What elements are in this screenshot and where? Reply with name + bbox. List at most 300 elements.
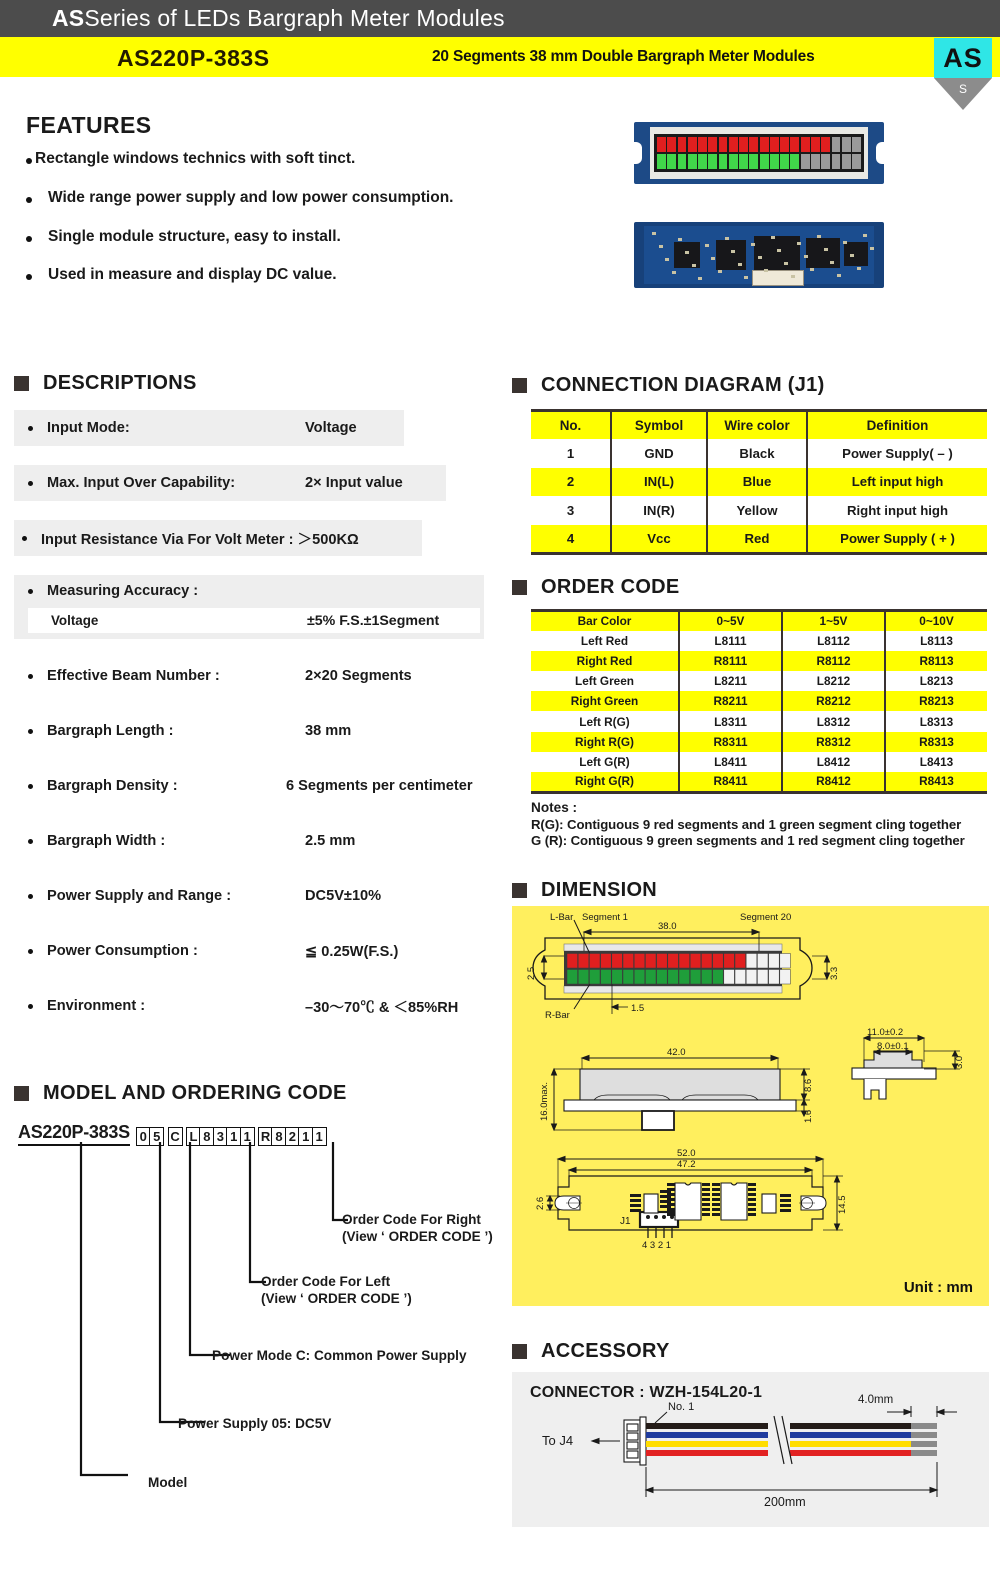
connection-title: CONNECTION DIAGRAM (J1) bbox=[541, 374, 825, 396]
description-value: 38 mm bbox=[305, 723, 352, 739]
pcb-pad bbox=[777, 249, 781, 252]
photo-front-notch-left bbox=[634, 142, 642, 164]
features-list bbox=[26, 150, 566, 305]
note-line: G (R): Contiguous 9 green segments and 1 red segment cling together bbox=[531, 833, 965, 848]
as-logo-badge bbox=[934, 38, 992, 78]
accessory-connector-label: CONNECTOR : WZH-154L20-1 bbox=[530, 1384, 763, 1401]
callout-model: Model bbox=[148, 1475, 188, 1490]
led-segment bbox=[832, 154, 841, 169]
dimension-led-segment bbox=[634, 954, 645, 969]
dim-label-2-5: 2.5 bbox=[526, 966, 537, 980]
led-segment bbox=[657, 154, 666, 169]
callout-order-code-left bbox=[261, 1274, 412, 1308]
cell-symbol: IN(L) bbox=[611, 468, 707, 497]
cell-code: L8211 bbox=[679, 671, 782, 691]
cell-symbol: IN(R) bbox=[611, 496, 707, 525]
led-segment bbox=[719, 154, 728, 169]
led-segment bbox=[749, 137, 758, 152]
callout-power-mode: Power Mode C: Common Power Supply bbox=[212, 1348, 467, 1363]
dimension-led-segment bbox=[578, 970, 589, 985]
description-value: 2×20 Segments bbox=[305, 668, 412, 684]
led-segment bbox=[842, 137, 851, 152]
led-segment bbox=[832, 137, 841, 152]
cell-code: L8313 bbox=[885, 711, 987, 731]
pcb-pad bbox=[725, 237, 729, 240]
description-row bbox=[14, 713, 454, 749]
pcb-pad bbox=[764, 269, 768, 272]
section-square-icon bbox=[14, 376, 29, 391]
dimension-led-segment bbox=[589, 970, 600, 985]
ordering-code-char: 8 bbox=[271, 1127, 286, 1146]
description-key: Input Mode: bbox=[47, 420, 130, 436]
ordering-group-power-supply bbox=[136, 1127, 163, 1146]
descriptions-title: DESCRIPTIONS bbox=[43, 372, 197, 394]
dimension-led-segment bbox=[735, 970, 746, 985]
led-segment bbox=[667, 154, 676, 169]
cell-code: L8212 bbox=[782, 671, 885, 691]
section-square-icon bbox=[512, 1344, 527, 1359]
accessory-label-to-j4: To J4 bbox=[542, 1433, 574, 1448]
led-segment bbox=[821, 137, 830, 152]
section-square-icon bbox=[512, 883, 527, 898]
bullet-icon bbox=[28, 589, 33, 594]
dimension-led-segment bbox=[713, 970, 724, 985]
led-segment bbox=[801, 137, 810, 152]
dim-label-16max: 16.0max. bbox=[539, 1081, 550, 1121]
pcb-pad bbox=[824, 248, 828, 251]
dimension-drawing bbox=[512, 906, 989, 1306]
connection-table bbox=[531, 409, 987, 555]
dimension-led-segment bbox=[713, 954, 724, 969]
dim-label-1-5: 1.5 bbox=[631, 1003, 645, 1014]
cell-no: 2 bbox=[531, 468, 611, 497]
photo-front-led-window bbox=[654, 134, 864, 172]
cell-code: L8112 bbox=[782, 631, 885, 651]
pcb-pad bbox=[843, 241, 847, 244]
accuracy-sub-row bbox=[28, 608, 480, 633]
pcb-pad bbox=[850, 254, 854, 257]
callout-order-code-right bbox=[342, 1212, 493, 1246]
description-row bbox=[14, 410, 404, 446]
pcb-pad bbox=[830, 261, 834, 264]
feature-text: Single module structure, easy to install. bbox=[48, 227, 341, 245]
pcb-pad bbox=[817, 235, 821, 238]
ordering-code-string bbox=[18, 1122, 325, 1146]
accessory-label-no1: No. 1 bbox=[668, 1401, 695, 1413]
cell-code: R8313 bbox=[885, 732, 987, 752]
feature-text: Used in measure and display DC value. bbox=[48, 266, 337, 284]
led-segment bbox=[852, 154, 861, 169]
led-segment bbox=[657, 137, 666, 152]
ordering-code-char: C bbox=[168, 1127, 183, 1146]
description-key: Power Supply and Range : bbox=[47, 888, 232, 904]
cell-symbol: GND bbox=[611, 439, 707, 468]
dim-label-l-bar: L-Bar bbox=[550, 912, 574, 923]
led-segment bbox=[801, 154, 810, 169]
ordering-code-char: 1 bbox=[226, 1127, 241, 1146]
cell-code: R8112 bbox=[782, 651, 885, 671]
feature-item bbox=[26, 150, 566, 168]
table-row bbox=[531, 468, 987, 497]
col-no: No. bbox=[531, 411, 611, 440]
led-segment bbox=[821, 154, 830, 169]
cell-bar-color: Right G(R) bbox=[531, 772, 679, 792]
led-segment bbox=[811, 137, 820, 152]
product-photo-front bbox=[634, 122, 884, 184]
description-row bbox=[14, 768, 484, 804]
led-segment bbox=[678, 154, 687, 169]
pcb-pad bbox=[804, 255, 808, 258]
section-square-icon bbox=[14, 1086, 29, 1101]
cell-bar-color: Left G(R) bbox=[579, 754, 630, 769]
led-segment bbox=[790, 137, 799, 152]
cell-bar-color: Right Red bbox=[531, 651, 679, 671]
dim-label-j1: J1 bbox=[620, 1216, 631, 1227]
ordering-code-char: 0 bbox=[136, 1127, 151, 1146]
led-segment bbox=[749, 154, 758, 169]
led-segment bbox=[842, 154, 851, 169]
table-row bbox=[531, 752, 987, 772]
dimension-led-segment bbox=[701, 970, 712, 985]
led-segment bbox=[729, 137, 738, 152]
dimension-led-segment bbox=[757, 954, 768, 969]
description-key: Max. Input Over Capability: bbox=[47, 475, 236, 491]
table-row bbox=[531, 525, 987, 554]
dimension-title: DIMENSION bbox=[541, 879, 658, 901]
dimension-unit-label: Unit : mm bbox=[903, 1279, 973, 1296]
dim-label-1-6: 1.6 bbox=[803, 1109, 814, 1123]
ordering-code-char: R bbox=[258, 1127, 273, 1146]
col-range-0-10v: 0~10V bbox=[885, 611, 987, 631]
dimension-led-segment bbox=[623, 954, 634, 969]
dim-label-r-bar: R-Bar bbox=[545, 1010, 570, 1021]
cell-bar-color: Right Green bbox=[531, 691, 679, 711]
pcb-pad bbox=[863, 234, 867, 237]
bullet-icon bbox=[28, 1004, 33, 1009]
dimension-heading bbox=[512, 879, 657, 902]
led-segment bbox=[708, 137, 717, 152]
led-segment bbox=[708, 154, 717, 169]
col-bar-color: Bar Color bbox=[531, 611, 679, 631]
led-segment bbox=[719, 137, 728, 152]
ordering-code-char: 1 bbox=[298, 1127, 313, 1146]
description-value: ≦ 0.25W(F.S.) bbox=[305, 943, 399, 960]
dimension-led-segment bbox=[612, 970, 623, 985]
dimension-led-segment bbox=[757, 970, 768, 985]
description-row bbox=[14, 878, 454, 914]
col-range-0-5v: 0~5V bbox=[679, 611, 782, 631]
cell-no: 1 bbox=[566, 445, 575, 461]
dimension-panel bbox=[512, 906, 989, 1306]
cell-definition: Power Supply( – ) bbox=[807, 439, 987, 468]
dimension-led-segment bbox=[690, 954, 701, 969]
description-key: Environment : bbox=[47, 998, 146, 1014]
bullet-icon bbox=[28, 674, 33, 679]
dimension-led-segment bbox=[668, 970, 679, 985]
pcb-pad bbox=[744, 276, 748, 279]
led-segment bbox=[760, 154, 769, 169]
dimension-led-segment bbox=[567, 970, 578, 985]
description-row bbox=[14, 823, 454, 859]
pcb-pad bbox=[791, 275, 795, 278]
callout-power-supply: Power Supply 05: DC5V bbox=[178, 1416, 332, 1431]
dimension-led-segment bbox=[769, 954, 780, 969]
cell-no: 3 bbox=[566, 502, 575, 518]
led-segment bbox=[760, 137, 769, 152]
dimension-led-segment bbox=[668, 954, 679, 969]
feature-item bbox=[26, 266, 566, 284]
led-segment bbox=[780, 154, 789, 169]
dim-label-42: 42.0 bbox=[667, 1047, 686, 1058]
ordering-code-char: 2 bbox=[285, 1127, 300, 1146]
cell-code: R8213 bbox=[885, 691, 987, 711]
notes-title: Notes : bbox=[531, 800, 578, 815]
description-value: 2.5 mm bbox=[305, 833, 356, 849]
descriptions-list bbox=[14, 410, 494, 1043]
table-row bbox=[531, 631, 987, 651]
dim-label-11: 11.0±0.2 bbox=[867, 1027, 904, 1038]
feature-text: Wide range power supply and low power consumption. bbox=[48, 188, 454, 206]
cell-code: R8311 bbox=[679, 732, 782, 752]
description-key: Effective Beam Number : bbox=[47, 668, 220, 684]
bullet-icon bbox=[26, 158, 32, 164]
description-value: –30～70℃ & ＜85%RH bbox=[305, 999, 459, 1016]
pcb-pad bbox=[705, 244, 709, 247]
pcb-pad bbox=[711, 257, 715, 260]
cell-wire-color: Black bbox=[707, 439, 807, 468]
cell-wire-color: Blue bbox=[707, 468, 807, 497]
description-value: DC5V±10% bbox=[305, 888, 382, 904]
ordering-group-left-code bbox=[186, 1127, 253, 1146]
cell-definition: Left input high bbox=[807, 468, 987, 497]
dimension-led-segment bbox=[645, 970, 656, 985]
led-segment bbox=[698, 137, 707, 152]
led-row-red bbox=[657, 137, 861, 152]
cell-code: L8213 bbox=[885, 671, 987, 691]
table-row bbox=[531, 732, 987, 752]
led-segment bbox=[688, 137, 697, 152]
pcb-pad bbox=[870, 247, 874, 250]
table-row bbox=[531, 711, 987, 731]
ordering-code-char: 1 bbox=[312, 1127, 327, 1146]
ordering-group-right-code bbox=[258, 1127, 325, 1146]
accessory-drawing bbox=[512, 1372, 989, 1527]
order-code-heading bbox=[512, 576, 680, 599]
led-segment bbox=[739, 137, 748, 152]
cell-code: L8412 bbox=[782, 752, 885, 772]
dimension-led-segment bbox=[690, 970, 701, 985]
model-ordering-heading bbox=[14, 1082, 347, 1105]
product-photo-back bbox=[634, 222, 884, 288]
header-subtitle: 20 Segments 38 mm Double Bargraph Meter Modules bbox=[432, 48, 815, 65]
cell-code: R8411 bbox=[679, 772, 782, 792]
dimension-led-segment bbox=[701, 954, 712, 969]
cell-bar-color: Right R(G) bbox=[531, 732, 679, 752]
led-segment bbox=[698, 154, 707, 169]
led-segment bbox=[770, 137, 779, 152]
pcb-chip bbox=[844, 242, 868, 266]
description-row bbox=[14, 465, 446, 501]
ordering-code-char: 1 bbox=[240, 1127, 255, 1146]
order-code-title: ORDER CODE bbox=[541, 576, 680, 598]
accessory-heading bbox=[512, 1340, 670, 1363]
cell-bar-color: Left R(G) bbox=[579, 714, 630, 729]
led-segment bbox=[729, 154, 738, 169]
feature-item bbox=[26, 189, 566, 207]
dimension-led-segment bbox=[780, 954, 791, 969]
dimension-led-segment bbox=[623, 970, 634, 985]
accessory-title: ACCESSORY bbox=[541, 1340, 670, 1362]
dimension-led-segment bbox=[735, 954, 746, 969]
dim-label-segment-20: Segment 20 bbox=[740, 912, 792, 923]
cell-code: R8212 bbox=[782, 691, 885, 711]
cell-code: L8411 bbox=[679, 752, 782, 772]
led-segment bbox=[667, 137, 676, 152]
accuracy-key: Measuring Accuracy : bbox=[47, 583, 199, 599]
bullet-icon bbox=[28, 729, 33, 734]
section-square-icon bbox=[512, 580, 527, 595]
table-header-row bbox=[531, 411, 987, 440]
dim-label-3-3: 3.3 bbox=[829, 966, 840, 980]
cell-code: R8412 bbox=[782, 772, 885, 792]
dimension-led-segment bbox=[679, 954, 690, 969]
dim-label-47-2: 47.2 bbox=[677, 1159, 696, 1170]
dim-label-3-0: 3.0 bbox=[954, 1055, 965, 1069]
pcb-pad bbox=[685, 251, 689, 254]
pcb-pad bbox=[672, 271, 676, 274]
photo-back-connector bbox=[752, 270, 804, 286]
description-key: Bargraph Length : bbox=[47, 723, 174, 739]
bullet-icon bbox=[28, 839, 33, 844]
header-top-bar bbox=[0, 0, 1000, 37]
col-definition: Definition bbox=[807, 411, 987, 440]
dim-label-pins: 4 3 2 1 bbox=[642, 1240, 672, 1251]
pcb-chip bbox=[754, 236, 800, 270]
dim-label-2-6: 2.6 bbox=[535, 1196, 546, 1210]
dim-label-segment-1: Segment 1 bbox=[582, 912, 628, 923]
bullet-icon bbox=[28, 784, 33, 789]
led-segment bbox=[780, 137, 789, 152]
pcb-pad bbox=[718, 270, 722, 273]
pcb-pad bbox=[758, 256, 762, 259]
col-wire-color: Wire color bbox=[707, 411, 807, 440]
dim-label-38: 38.0 bbox=[658, 921, 677, 932]
header-series-title bbox=[52, 5, 505, 32]
bullet-icon bbox=[22, 536, 27, 541]
description-key: Bargraph Density : bbox=[47, 778, 178, 794]
pcb-pad bbox=[678, 238, 682, 241]
feature-item bbox=[26, 228, 566, 246]
callout-line-1: Order Code For Left bbox=[261, 1274, 391, 1289]
table-row bbox=[531, 439, 987, 468]
header-brand: AS bbox=[52, 5, 85, 31]
accuracy-sub-value: ±5% F.S.±1Segment bbox=[307, 612, 440, 629]
pcb-pad bbox=[837, 274, 841, 277]
pcb-pad bbox=[731, 250, 735, 253]
callout-line-2: (View ‘ ORDER CODE ’) bbox=[261, 1290, 412, 1306]
pcb-pad bbox=[810, 268, 814, 271]
description-value: Voltage bbox=[305, 420, 357, 436]
accuracy-sub-key: Voltage bbox=[51, 613, 99, 628]
dimension-led-segment bbox=[780, 970, 791, 985]
cell-definition: Power Supply ( + ) bbox=[807, 525, 987, 554]
as-logo-subtext: S bbox=[958, 82, 967, 96]
dimension-led-segment bbox=[657, 970, 668, 985]
dimension-led-segment bbox=[567, 954, 578, 969]
description-row bbox=[14, 988, 484, 1024]
dimension-led-segment bbox=[601, 970, 612, 985]
pcb-pad bbox=[665, 258, 669, 261]
pcb-pad bbox=[751, 243, 755, 246]
as-logo-text: AS bbox=[943, 42, 983, 73]
cell-no: 4 bbox=[531, 525, 611, 554]
led-segment bbox=[790, 154, 799, 169]
ordering-code-char: 5 bbox=[149, 1127, 164, 1146]
bullet-icon bbox=[26, 236, 32, 242]
pcb-pad bbox=[698, 277, 702, 280]
description-row bbox=[14, 933, 454, 969]
table-row bbox=[531, 496, 987, 525]
table-header-row bbox=[531, 611, 987, 631]
table-row bbox=[531, 691, 987, 711]
table-row bbox=[531, 651, 987, 671]
pcb-chip bbox=[674, 242, 700, 268]
pcb-pad bbox=[771, 236, 775, 239]
dim-label-8: 8.0±0.1 bbox=[877, 1041, 909, 1052]
dimension-led-segment bbox=[578, 954, 589, 969]
dimension-led-segment bbox=[657, 954, 668, 969]
led-segment bbox=[688, 154, 697, 169]
cell-code: L8113 bbox=[885, 631, 987, 651]
cell-code: R8312 bbox=[782, 732, 885, 752]
photo-front-notch-right bbox=[876, 142, 884, 164]
cell-wire-color: Red bbox=[707, 525, 807, 554]
table-row bbox=[531, 772, 987, 792]
description-accuracy-block bbox=[14, 575, 484, 639]
pcb-pad bbox=[797, 242, 801, 245]
cell-definition: Right input high bbox=[807, 496, 987, 525]
cell-bar-color: Left Red bbox=[580, 633, 629, 648]
dimension-led-segment bbox=[746, 954, 757, 969]
led-row-green bbox=[657, 154, 861, 169]
dimension-led-segment bbox=[645, 954, 656, 969]
pcb-chip bbox=[806, 238, 840, 268]
cell-code: R8111 bbox=[679, 651, 782, 671]
callout-line-1: Order Code For Right bbox=[342, 1212, 481, 1227]
ordering-code-char: L bbox=[186, 1127, 201, 1146]
table-row bbox=[531, 671, 987, 691]
dimension-led-segment bbox=[589, 954, 600, 969]
accessory-panel bbox=[512, 1372, 989, 1527]
ordering-code-char: 8 bbox=[199, 1127, 214, 1146]
photo-back-pcb bbox=[644, 226, 874, 284]
dimension-led-segment bbox=[724, 970, 735, 985]
header-series-text: Series of LEDs Bargraph Meter Modules bbox=[84, 5, 505, 31]
description-value: 2× Input value bbox=[305, 475, 403, 491]
note-line: R(G): Contiguous 9 red segments and 1 green segment cling together bbox=[531, 817, 962, 832]
order-code-notes bbox=[531, 800, 991, 849]
accessory-label-4mm: 4.0mm bbox=[858, 1394, 894, 1406]
order-code-table bbox=[531, 609, 987, 794]
dim-label-8-6: 8.6 bbox=[803, 1078, 814, 1092]
header-model: AS220P-383S bbox=[117, 45, 270, 71]
dimension-led-segment bbox=[634, 970, 645, 985]
cell-code: L8111 bbox=[679, 631, 782, 651]
accuracy-header bbox=[28, 583, 484, 599]
cell-code: R8211 bbox=[679, 691, 782, 711]
pcb-pad bbox=[857, 267, 861, 270]
description-row bbox=[14, 520, 422, 556]
